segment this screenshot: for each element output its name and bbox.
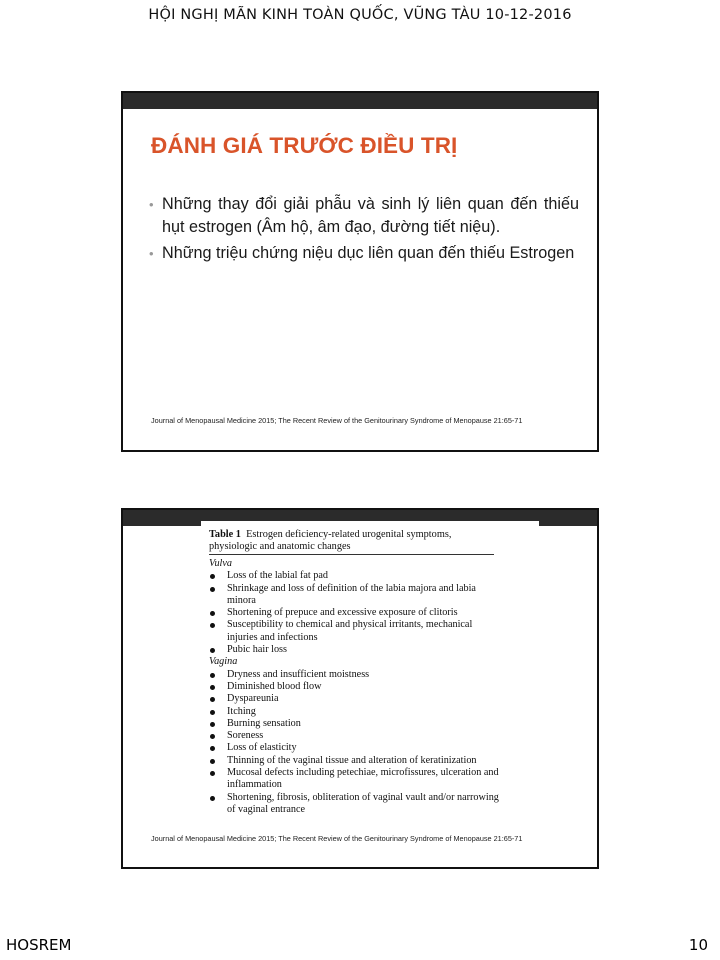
- table-caption-text: Estrogen deficiency-related urogenital symptoms, physiologic and anatomic changes: [209, 529, 452, 552]
- table-item: Mucosal defects including petechiae, microfissures, ulceration and inflammation: [209, 767, 499, 792]
- bullet-icon: •: [149, 197, 154, 212]
- bullet-item: [149, 242, 579, 265]
- table-item: Pubic hair loss: [209, 644, 499, 656]
- table-item: Burning sensation: [209, 718, 499, 730]
- table-item: Dyspareunia: [209, 693, 499, 705]
- table-item: Shortening, fibrosis, obliteration of vaginal vault and/or narrowing of vaginal entrance: [209, 792, 499, 817]
- table-caption: [209, 529, 499, 553]
- table-rule: [209, 554, 494, 555]
- table-item: Diminished blood flow: [209, 681, 499, 693]
- table-item: Soreness: [209, 730, 499, 742]
- table-image: [201, 521, 539, 831]
- citation: Journal of Menopausal Medicine 2015; The Recent Review of the Genitourinary Syndrome of Menopause 21:65-71: [151, 834, 523, 843]
- table-caption-label: Table 1: [209, 529, 241, 540]
- table-item: Loss of the labial fat pad: [209, 570, 499, 582]
- table-list: [209, 558, 499, 816]
- bullet-text: Những triệu chứng niệu dục liên quan đến thiếu Estrogen: [162, 244, 575, 262]
- table-item: Thinning of the vaginal tissue and alteration of keratinization: [209, 755, 499, 767]
- table-item: Shortening of prepuce and excessive exposure of clitoris: [209, 607, 499, 619]
- bullet-list: [149, 193, 579, 268]
- table-section-heading: Vulva: [209, 558, 233, 569]
- table-item: Dryness and insufficient moistness: [209, 669, 499, 681]
- slide-2: [121, 508, 599, 869]
- table-item: Itching: [209, 706, 499, 718]
- slide-1: [121, 91, 599, 452]
- citation: Journal of Menopausal Medicine 2015; The Recent Review of the Genitourinary Syndrome of Menopause 21:65-71: [151, 416, 523, 425]
- footer-organization: HOSREM: [6, 936, 72, 954]
- table-item: Loss of elasticity: [209, 742, 499, 754]
- bullet-text: Những thay đổi giải phẫu và sinh lý liên quan đến thiếu hụt estrogen (Âm hộ, âm đạo, đường tiết niệu).: [162, 195, 579, 236]
- table-item: Shrinkage and loss of definition of the labia majora and labia minora: [209, 583, 499, 608]
- bullet-item: [149, 193, 579, 239]
- table-item: Susceptibility to chemical and physical irritants, mechanical injuries and infections: [209, 619, 499, 644]
- bullet-icon: •: [149, 246, 154, 261]
- page-number: 10: [688, 936, 708, 954]
- page-header: HỘI NGHỊ MÃN KINH TOÀN QUỐC, VŨNG TÀU 10-12-2016: [148, 7, 572, 23]
- slide-title: ĐÁNH GIÁ TRƯỚC ĐIỀU TRỊ: [151, 133, 458, 158]
- table-section-heading: Vagina: [209, 656, 238, 668]
